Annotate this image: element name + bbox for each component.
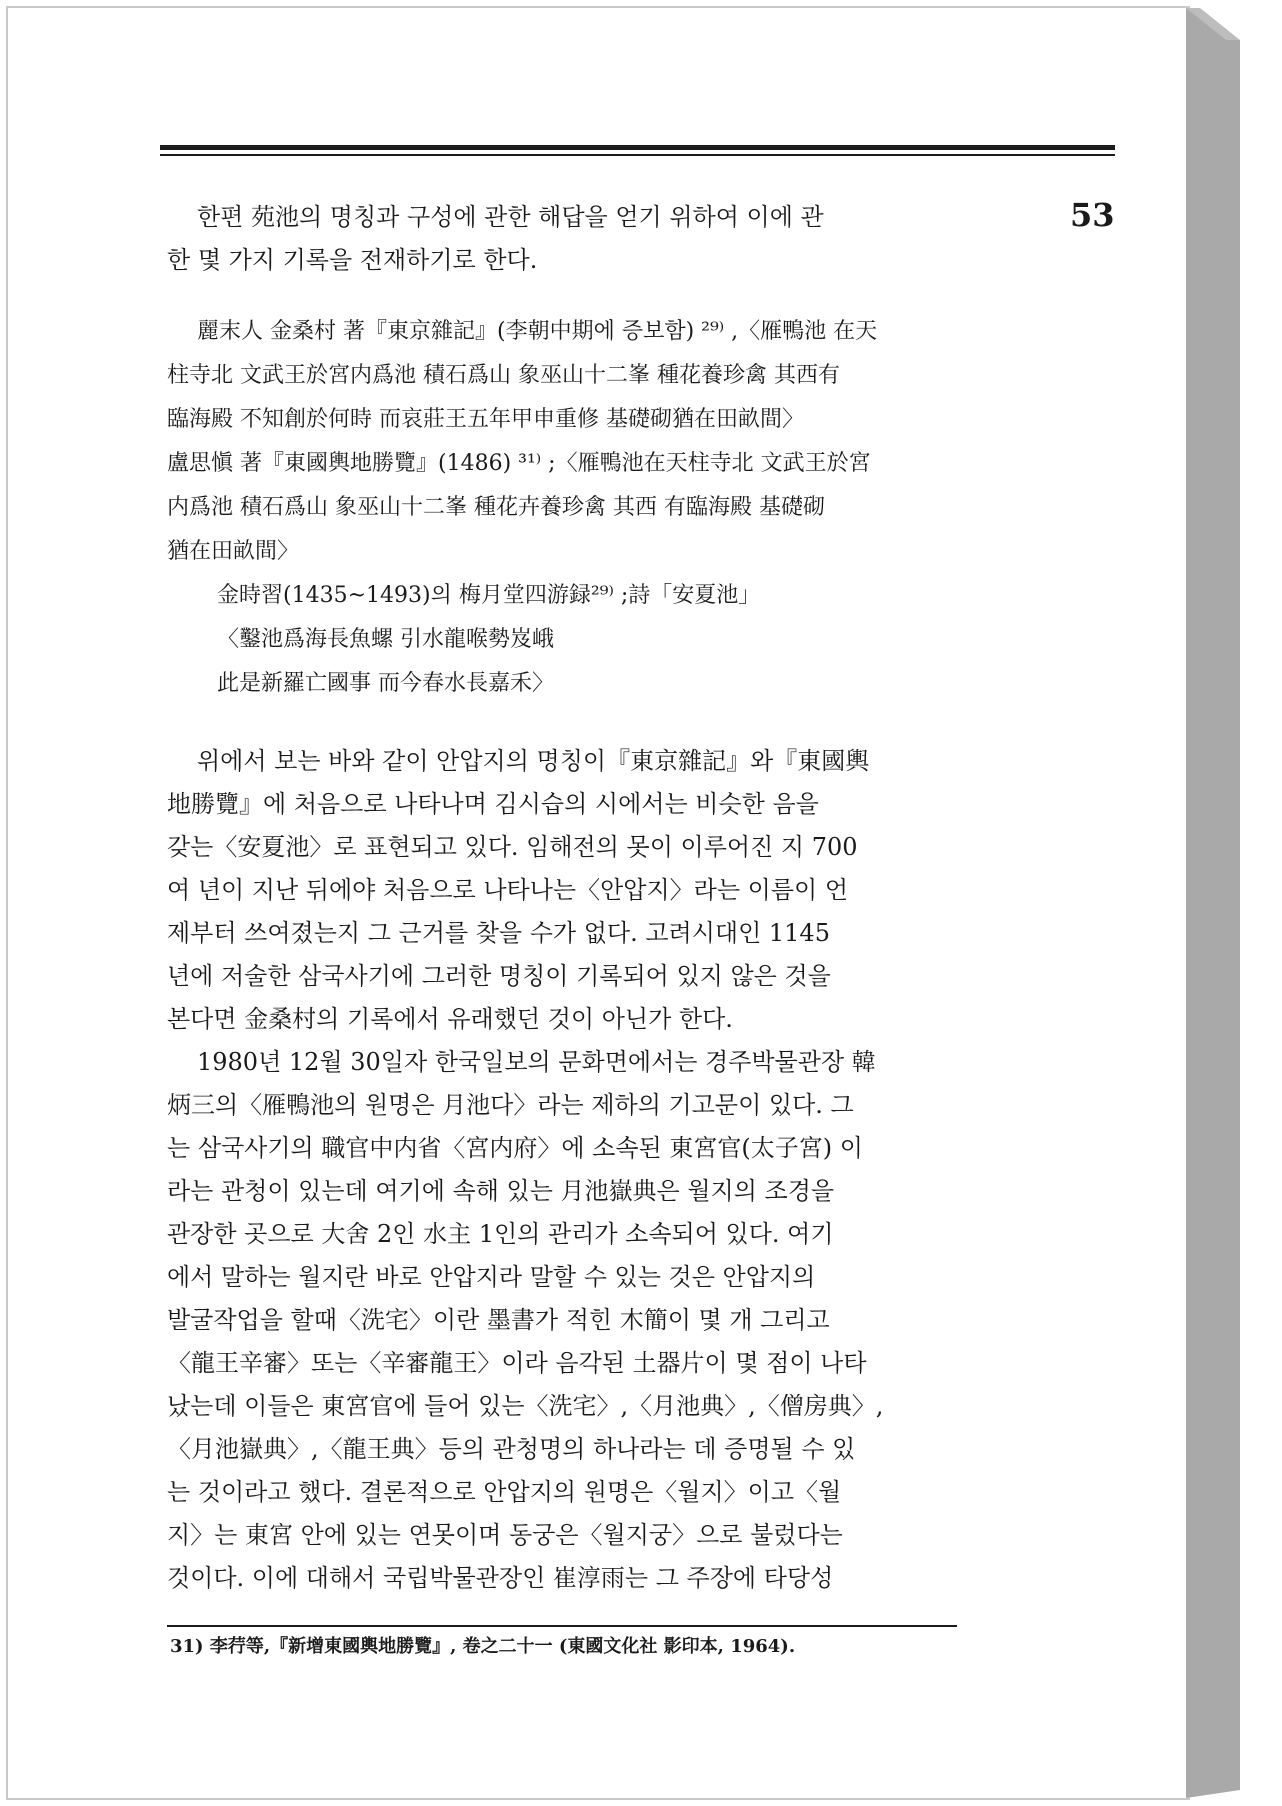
quoted-records xyxy=(167,310,957,706)
intro-paragraph xyxy=(167,196,957,282)
text-line: 관장한 곳으로 大舍 2인 水主 1인의 관리가 소속되어 있다. 여기 xyxy=(167,1220,834,1248)
text-line: 갖는〈安夏池〉로 표현되고 있다. 임해전의 못이 이루어진 지 700 xyxy=(167,833,858,861)
text-line: 본다면 金桑村의 기록에서 유래했던 것이 아닌가 한다. xyxy=(167,1005,733,1033)
page-number: 53 xyxy=(1070,196,1115,234)
poem-line: 金時習(1435~1493)의 梅月堂四游録²⁹⁾ ;詩「安夏池」 xyxy=(217,583,761,608)
page-content xyxy=(167,196,957,1600)
text-line: 에서 말하는 월지란 바로 안압지라 말할 수 있는 것은 안압지의 xyxy=(167,1263,816,1291)
text-line: 는 것이라고 했다. 결론적으로 안압지의 원명은〈월지〉이고〈월 xyxy=(167,1478,842,1506)
quote-line: 内爲池 積石爲山 象巫山十二峯 種花卉養珍禽 其西 有臨海殿 基礎砌 xyxy=(167,495,825,520)
text-line: 위에서 보는 바와 같이 안압지의 명칭이『東京雜記』와『東國輿 xyxy=(197,747,870,775)
text-line: 라는 관청이 있는데 여기에 속해 있는 月池嶽典은 월지의 조경을 xyxy=(167,1177,835,1205)
quote-line: 猶在田畝間〉 xyxy=(167,539,300,564)
footnote: 31) 李荇等,『新增東國輿地勝覽』, 卷之二十一 (東國文化社 影印本, 1964). xyxy=(170,1636,796,1657)
text-line: 炳三의〈雁鴨池의 원명은 月池다〉라는 제하의 기고문이 있다. 그 xyxy=(167,1091,854,1119)
text-line: 〈龍王辛審〉또는〈辛審龍王〉이라 음각된 土器片이 몇 점이 나타 xyxy=(167,1349,867,1377)
poem-line: 此是新羅亡國事 而今春水長嘉禾〉 xyxy=(217,671,554,696)
header-rule-thick xyxy=(160,145,1115,150)
body-paragraph-2 xyxy=(167,1041,957,1600)
text-line: 것이다. 이에 대해서 국립박물관장인 崔淳雨는 그 주장에 타당성 xyxy=(167,1564,834,1592)
text-line: 년에 저술한 삼국사기에 그러한 명칭이 기록되어 있지 않은 것을 xyxy=(167,962,831,990)
body-paragraph-1 xyxy=(167,740,957,1041)
text-line: 地勝覽』에 처음으로 나타나며 김시습의 시에서는 비슷한 음을 xyxy=(167,790,819,818)
text-line: 났는데 이들은 東宮官에 들어 있는〈洗宅〉,〈月池典〉,〈僧房典〉, xyxy=(167,1392,884,1420)
text-line: 지〉는 東宮 안에 있는 연못이며 동궁은〈월지궁〉으로 불렀다는 xyxy=(167,1521,843,1549)
quote-line: 盧思愼 著『東國輿地勝覽』(1486) ³¹⁾ ;〈雁鴨池在天柱寺北 文武王於宮 xyxy=(167,451,871,476)
poem-line: 〈鑿池爲海長魚螺 引水龍喉勢岌峨 xyxy=(217,627,554,652)
text-line: 여 년이 지난 뒤에야 처음으로 나타나는〈안압지〉라는 이름이 언 xyxy=(167,876,849,904)
text-line: 발굴작업을 할때〈洗宅〉이란 墨書가 적힌 木簡이 몇 개 그리고 xyxy=(167,1306,830,1334)
text-line: 〈月池嶽典〉,〈龍王典〉등의 관청명의 하나라는 데 증명될 수 있 xyxy=(167,1435,856,1463)
quote-line: 柱寺北 文武王於宮内爲池 積石爲山 象巫山十二峯 種花養珍禽 其西有 xyxy=(167,363,840,388)
footnote-rule xyxy=(167,1625,957,1627)
quote-line: 麗末人 金桑村 著『東京雜記』(李朝中期에 증보함) ²⁹⁾ ,〈雁鴨池 在天 xyxy=(197,319,878,344)
text-line: 한 몇 가지 기록을 전재하기로 한다. xyxy=(167,246,538,274)
header-rule-thin xyxy=(160,154,1115,156)
quote-line: 臨海殿 不知創於何時 而哀莊王五年甲申重修 基礎砌猶在田畝間〉 xyxy=(167,407,804,432)
text-line: 는 삼국사기의 職官中内省〈宮内府〉에 소속된 東宮官(太子宮) 이 xyxy=(167,1134,863,1162)
text-line: 1980년 12월 30일자 한국일보의 문화면에서는 경주박물관장 韓 xyxy=(197,1048,876,1076)
text-line: 한편 苑池의 명칭과 구성에 관한 해답을 얻기 위하여 이에 관 xyxy=(197,203,824,231)
text-line: 제부터 쓰여졌는지 그 근거를 찾을 수가 없다. 고려시대인 1145 xyxy=(167,919,830,947)
